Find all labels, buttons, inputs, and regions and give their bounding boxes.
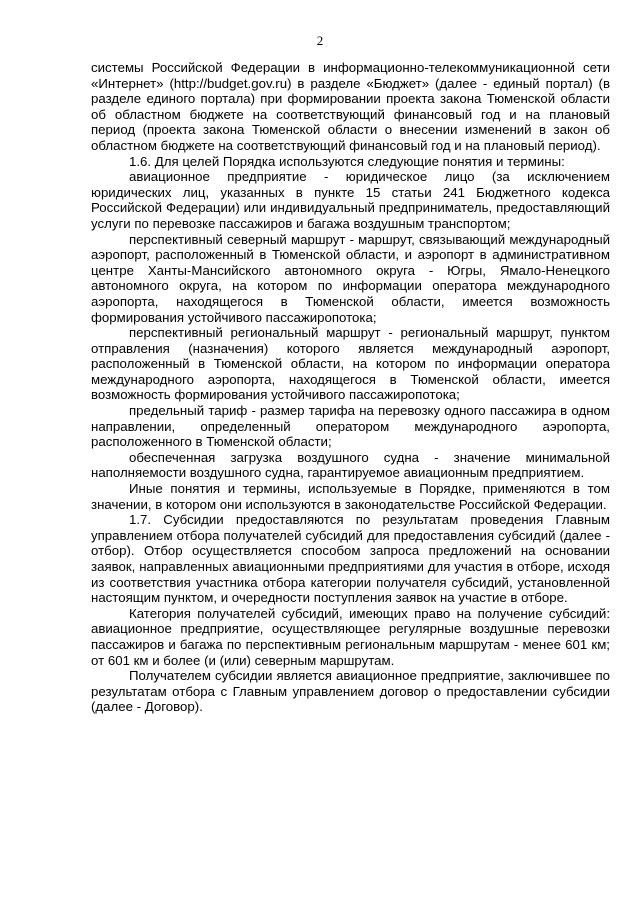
paragraph-subsidy-recipient: Получателем субсидии является авиационное предприятие, заключившее по результатам отбора с Главным управлением договор о предоставлении субсидии (далее - Договор).	[91, 668, 610, 715]
paragraph-1-6-heading: 1.6. Для целей Порядка используются следующие понятия и термины:	[129, 153, 565, 169]
paragraph-recipient-category: Категория получателей субсидий, имеющих право на получение субсидий: авиационное предприятие, осуществляющее регулярные воздушные перевозки пассажиров и багажа по перспективным региональным маршрутам - менее 601 км; от 601 км и более (и (или) северным маршрутам.	[91, 605, 610, 668]
definition-regional-route: перспективный региональный маршрут - региональный маршрут, пунктом отправления (назначения) которого является международный аэропорт, расположенный в Тюменской области, на котором по информации оператора международного аэропорта, находящегося в Тюменской области, имеется возможность формирования устойчивого пассажиропотока;	[91, 325, 610, 403]
definition-maximum-tariff: предельный тариф - размер тарифа на перевозку одного пассажира в одном направлении, определенный оператором международного аэропорта, расположенного в Тюменской области;	[91, 403, 610, 450]
page-number: 2	[316, 33, 324, 48]
definition-guaranteed-load: обеспеченная загрузка воздушного судна - значение минимальной наполняемости воздушного судна, гарантируемое авиационным предприятием.	[91, 449, 610, 481]
definition-northern-route: перспективный северный маршрут - маршрут, связывающий международный аэропорт, расположенный в Тюменской области, и аэропорт в административном центре Ханты-Мансийского автономного округа - Югры, Ямало-Ненецкого автономного округа, на котором по информации оператора международного аэропорта, находящегося в Тюменской области, имеется возможность формирования устойчивого пассажиропотока;	[91, 231, 610, 325]
paragraph-continuation: системы Российской Федерации в информационно-телекоммуникационной сети «Интернет» (http://budget.gov.ru) в разделе «Бюджет» (далее - единый портал) (в разделе единого портала) при формировании проекта закона Тюменской области об областном бюджете на соответствующий финансовый год и на плановый период (проекта закона Тюменской области о внесении изменений в закон об областном бюджете на соответствующий финансовый год и на плановый период).	[91, 60, 610, 153]
document-body	[91, 60, 610, 715]
paragraph-other-terms: Иные понятия и термины, используемые в Порядке, применяются в том значении, в котором они используются в законодательстве Российской Федерации.	[91, 481, 610, 512]
definition-aviation-enterprise: авиационное предприятие - юридическое лицо (за исключением юридических лиц, указанных в пункте 15 статьи 241 Бюджетного кодекса Российской Федерации) или индивидуальный предприниматель, предоставляющий услуги по перевозке пассажиров и багажа воздушным транспортом;	[91, 169, 610, 231]
paragraph-1-7-selection: 1.7. Субсидии предоставляются по результатам проведения Главным управлением отбора получателей субсидий для предоставления субсидий (далее - отбор). Отбор осуществляется способом запроса предложений на основании заявок, направленных авиационными предприятиями для участия в отборе, исходя из соответствия участника отбора категории получателя субсидий, установленной настоящим пунктом, и очередности поступления заявок на участие в отборе.	[91, 512, 610, 606]
